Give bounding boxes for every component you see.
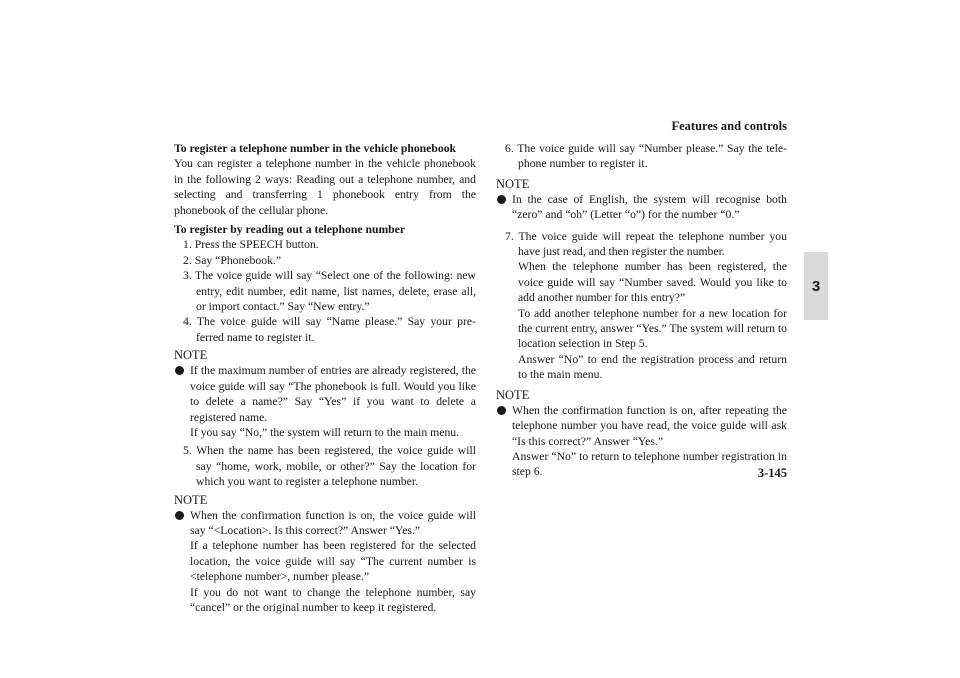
step-7-line: Answer “No” to end the registration process and return to the main menu.	[518, 352, 787, 382]
bullet-icon	[175, 511, 184, 520]
step-3: 3. The voice guide will say “Select one of the following: new entry, edit number, edit name, list names, delete, erase all, or import contact.” Say “New entry.”	[183, 269, 476, 314]
step-2: 2. Say “Phonebook.”	[183, 253, 282, 267]
note-4	[496, 388, 787, 480]
note-bullet	[174, 508, 476, 616]
bullet-icon	[497, 406, 506, 415]
note-label: NOTE	[496, 176, 530, 191]
step-7-line: To add another telephone number for a new location for the current entry, answer “Yes.” The system will return to location selection in Step 5.	[518, 306, 787, 351]
note-line: If a telephone number has been registered for the selected location, the voice guide will say “The current number is <telephone number>, number please.”	[190, 539, 476, 584]
note-text	[512, 192, 787, 223]
step-7	[496, 229, 787, 383]
note-2	[174, 493, 476, 616]
step-7-lead: 7. The voice guide will repeat the telephone number you have just read, and then register the number.	[505, 229, 787, 259]
note-bullet	[496, 192, 787, 223]
note-line: When the confirmation function is on, after repeating the telephone number you have read, the voice guide will ask “Is this correct?” Answer “Yes.”	[512, 403, 787, 448]
step-1: 1. Press the SPEECH button.	[183, 238, 319, 252]
note-label: NOTE	[174, 348, 208, 363]
subsection-heading: To register by reading out a telephone number	[174, 223, 406, 237]
note-1	[174, 348, 476, 440]
bullet-icon	[175, 366, 184, 375]
step-5: 5. When the name has been registered, the voice guide will say “home, work, mobile, or other?” Say the location for which you want to register a telephone number.	[183, 444, 476, 489]
note-text	[190, 508, 476, 616]
note-line: If you do not want to change the telephone number, say “cancel” or the original number to keep it registered.	[190, 585, 476, 614]
right-column	[496, 141, 787, 480]
intro-paragraph: You can register a telephone number in the vehicle phonebook in the following 2 ways: Reading out a telephone number, and selecting and transferring 1 phonebook entry from the phonebook of the cellular phone.	[174, 157, 476, 217]
left-column	[174, 141, 476, 615]
note-text	[190, 363, 476, 440]
bullet-icon	[497, 195, 506, 204]
note-text	[512, 403, 787, 480]
chapter-tab: 3	[804, 252, 828, 320]
page-number: 3-145	[757, 466, 787, 480]
note-bullet	[174, 363, 476, 440]
note-bullet	[496, 403, 787, 480]
step-6: 6. The voice guide will say “Number please.” Say the tele-phone number to register it.	[505, 142, 787, 171]
step-4: 4. The voice guide will say “Name please.” Say your pre-ferred name to register it.	[183, 315, 476, 344]
note-label: NOTE	[174, 492, 208, 507]
note-label: NOTE	[496, 387, 530, 402]
section-heading: To register a telephone number in the vehicle phonebook	[174, 142, 457, 155]
note-line: When the confirmation function is on, the voice guide will say “<Location>. Is this correct?” Answer “Yes.”	[190, 508, 476, 537]
note-line: Answer “No” to return to telephone number registration in step 6.	[512, 449, 787, 479]
note-line: In the case of English, the system will recognise both “zero” and “oh” (Letter “o”) for the number “0.”	[512, 192, 787, 222]
note-line: If the maximum number of entries are already registered, the voice guide will say “The phonebook is full. Would you like to delete a name?” Say “Yes” if you want to delete a registered name.	[190, 364, 476, 424]
running-header: Features and controls	[671, 119, 787, 133]
note-line: If you say “No,” the system will return to the main menu.	[190, 425, 460, 439]
step-7-line: When the telephone number has been registered, the voice guide will say “Number saved. Would you like to add another number for this entry?”	[518, 260, 787, 305]
note-3	[496, 177, 787, 223]
